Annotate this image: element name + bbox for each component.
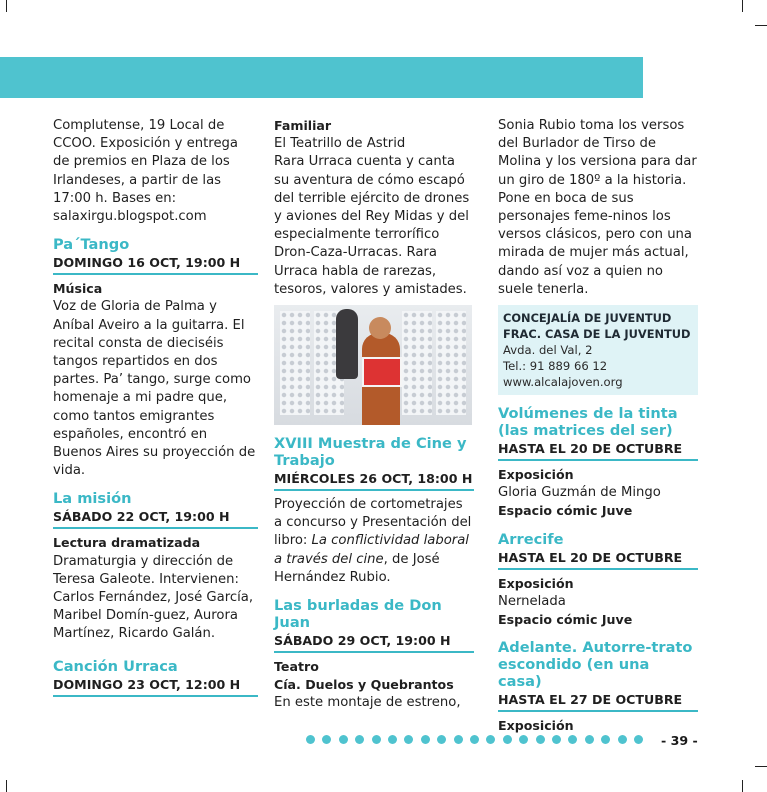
info-box [498, 305, 698, 395]
column-3 [498, 117, 698, 735]
event-date: HASTA EL 20 DE OCTUBRE [498, 549, 698, 570]
page-number: - 39 - [661, 733, 698, 748]
footer-dot [322, 735, 331, 744]
intro-text: Sonia Rubio toma los versos del Burlador de Tirso de Molina y los versiona para dar un giro de 180º a la historia. Pone en boca de sus personajes feme-ninos los versos clásicos, pero con una mirada de mujer más actual, dando así voz a quien no suele tenerla. [498, 118, 697, 297]
footer-dot [618, 735, 627, 744]
photo-screen-panel [402, 311, 432, 415]
footer-dot [421, 735, 430, 744]
footer-dot [486, 735, 495, 744]
event-category: Exposición [498, 467, 574, 483]
event-date: MIÉRCOLES 26 OCT, 18:00 H [274, 470, 474, 491]
footer-dot [536, 735, 545, 744]
accordion-icon [362, 357, 402, 387]
event-title: XVIII Muestra de Cine y Trabajo [274, 435, 467, 470]
footer-dot [568, 735, 577, 744]
event-category: Familiar [274, 118, 332, 133]
event-category: Exposición [498, 575, 574, 591]
event-title: La misión [53, 490, 132, 508]
event-title: Adelante. Autorre-trato escondido (en una casa) [498, 639, 693, 691]
footer-dot [585, 735, 594, 744]
event-artist: Nernelada [498, 593, 566, 609]
event-title: Canción Urraca [53, 657, 178, 675]
footer-dot [437, 735, 446, 744]
info-box-website: www.alcalajoven.org [503, 375, 623, 390]
column-2 [274, 117, 474, 713]
info-box-title: CONCEJALÍA DE JUVENTUD [503, 311, 672, 326]
photo-screen-panel [280, 311, 310, 415]
footer-dot [388, 735, 397, 744]
event-title: Pa´Tango [53, 236, 130, 254]
footer-dot [519, 735, 528, 744]
column-1 [53, 117, 258, 702]
event-date: SÁBADO 29 OCT, 19:00 H [274, 632, 474, 653]
footer-dot [372, 735, 381, 744]
footer-dot [404, 735, 413, 744]
photo-performer-head [369, 317, 391, 339]
crop-mark [755, 25, 767, 26]
event-category: Teatro [274, 659, 319, 675]
event-title: Las burladas de Don Juan [274, 597, 442, 632]
info-box-phone: Tel.: 91 889 66 12 [503, 359, 608, 374]
event-date: DOMINGO 23 OCT, 12:00 H [53, 676, 258, 697]
photo-puppet [336, 309, 358, 379]
footer-dot [601, 735, 610, 744]
event-date: DOMINGO 16 OCT, 19:00 H [53, 254, 258, 275]
event-category: Exposición [498, 718, 574, 734]
header-band [0, 57, 643, 98]
photo-screen-panel [436, 311, 466, 415]
event-description: Rara Urraca cuenta y canta su aventura de cómo escapó del terrible ejército de drones y aviones del Rey Midas y del especialmente terrorífico Dron-Caza-Urracas. Rara Urraca habla de rarezas, tesoros, valores y amistades. [274, 154, 470, 297]
crop-mark [742, 0, 743, 12]
event-description: Proyección de cortometrajes a concurso y Presentación del libro: La conflictividad laboral a través del cine, de José Hernández Rubio. [274, 497, 472, 585]
event-category: Música [53, 281, 103, 297]
footer-dot [552, 735, 561, 744]
event-description: En este montaje de estreno, [274, 695, 461, 711]
footer-dot [339, 735, 348, 744]
crop-mark [755, 766, 767, 767]
event-company: El Teatrillo de Astrid [274, 136, 406, 152]
info-box-address: Avda. del Val, 2 [503, 343, 593, 358]
footer-dot [355, 735, 364, 744]
event-company: Cía. Duelos y Quebrantos [274, 677, 454, 693]
footer-dot [503, 735, 512, 744]
crop-mark [6, 780, 7, 792]
event-description: Voz de Gloria de Palma y Aníbal Aveiro a la guitarra. El recital consta de dieciséis tangos repartidos en dos partes. Pa’ tango, surge como homenaje a mi padre que, como tantos emigrantes españoles, encontró en Buenos Aires su proyección de vida. [53, 299, 256, 479]
event-category: Lectura dramatizada [53, 535, 201, 551]
event-title: Arrecife [498, 530, 564, 548]
crop-mark [6, 0, 7, 12]
footer-dot [454, 735, 463, 744]
event-artist: Gloria Guzmán de Mingo [498, 485, 661, 501]
event-title: Volúmenes de la tinta (las matrices del ser) [498, 405, 678, 440]
footer-dot [634, 735, 643, 744]
event-date: SÁBADO 22 OCT, 19:00 H [53, 508, 258, 529]
intro-text: Complutense, 19 Local de CCOO. Exposición y entrega de premios en Plaza de los Irlandeses, a partir de las 17:00 h. Bases en: salaxirgu.blogspot.com [53, 118, 239, 225]
footer-dot [306, 735, 315, 744]
event-description: Dramaturgia y dirección de Teresa Galeote. Intervienen: Carlos Fernández, José García, Maribel Domín-guez, Aurora Martínez, Ricardo Galán. [53, 553, 254, 642]
event-date: HASTA EL 20 DE OCTUBRE [498, 440, 698, 461]
footer-dot [470, 735, 479, 744]
event-venue: Espacio cómic Juve [498, 612, 633, 628]
info-box-subtitle: FRAC. CASA DE LA JUVENTUD [503, 327, 691, 342]
crop-mark [742, 780, 743, 792]
event-photo [274, 305, 472, 425]
event-venue: Espacio cómic Juve [498, 503, 633, 519]
event-date: HASTA EL 27 DE OCTUBRE [498, 691, 698, 712]
